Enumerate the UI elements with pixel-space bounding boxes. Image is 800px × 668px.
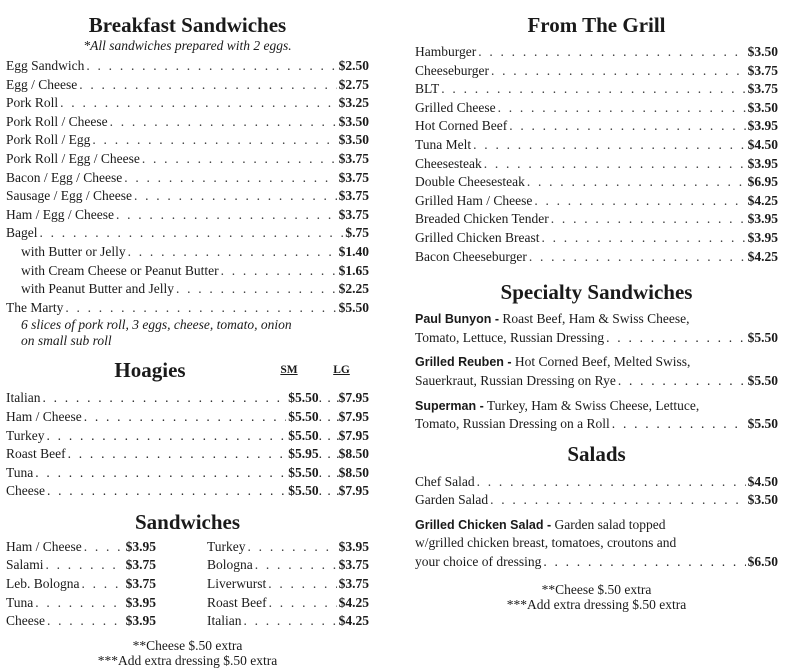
cheese-extra-note: **Cheese $.50 extra [132, 637, 243, 653]
dot-leader [84, 408, 287, 427]
dot-leader [509, 117, 745, 136]
item-name: Cheese [6, 613, 45, 629]
dot-leader [40, 224, 344, 243]
menu-item-row [6, 206, 369, 225]
menu-item-row [6, 262, 369, 281]
salads-list [415, 473, 778, 510]
specialty-desc-2: Tomato, Lettuce, Russian Dressing [415, 329, 605, 345]
item-name: Pork Roll / Cheese [6, 113, 108, 129]
item-price: $3.95 [747, 211, 778, 227]
item-price: $3.95 [747, 118, 778, 134]
item-price: $2.50 [338, 58, 369, 73]
dot-leader [86, 57, 336, 76]
dot-leader [491, 62, 746, 81]
item-name: with Peanut Butter and Jelly [21, 281, 174, 297]
dot-leader [243, 612, 336, 631]
menu-item-row [415, 80, 778, 99]
dot-leader [84, 538, 124, 557]
hoagie-sm-price: $5.95 [288, 446, 319, 462]
item-price: $4.25 [338, 613, 369, 629]
dot-leader [116, 206, 337, 225]
item-name: Bagel [6, 225, 38, 241]
item-price: $3.75 [338, 557, 369, 573]
hoagie-sm-price: $5.50 [288, 427, 319, 443]
dot-leader [46, 556, 124, 575]
item-name: Salami [6, 557, 44, 573]
item-name: Grilled Ham / Cheese [415, 192, 533, 208]
hoagie-sm-price: $5.50 [288, 390, 319, 406]
menu-item-row [415, 491, 778, 510]
hoagie-row [6, 389, 369, 408]
hoagie-lg-price: $7.95 [338, 408, 369, 424]
item-name: Grilled Chicken Breast [415, 229, 540, 245]
item-price: $3.75 [338, 188, 369, 204]
grill-list [415, 43, 778, 266]
dot-leader [92, 131, 336, 150]
dot-leader [529, 248, 746, 267]
item-price: $4.50 [747, 473, 778, 489]
item-price: $6.95 [747, 174, 778, 190]
hoagie-row [6, 445, 369, 464]
menu-item-row [6, 243, 369, 262]
dot-leader [255, 556, 337, 575]
hoagie-lg-price: $8.50 [338, 446, 369, 462]
item-name: Tuna [6, 594, 34, 610]
hoagies-title: Hoagies [114, 358, 186, 383]
item-name: Ham / Egg / Cheese [6, 206, 114, 222]
grilled-chicken-salad [415, 516, 778, 572]
item-name: with Butter or Jelly [21, 243, 126, 259]
dot-leader [319, 482, 339, 501]
specialty-name: Grilled Reuben - [415, 355, 512, 370]
menu-item-row [415, 473, 778, 492]
specialty-name: Paul Bunyon - [415, 312, 500, 327]
hoagie-sm-price: $5.50 [288, 483, 319, 499]
dot-leader [477, 473, 746, 492]
specialty-item [415, 310, 778, 347]
dot-leader [142, 150, 337, 169]
menu-item-row [6, 538, 156, 557]
dot-leader [47, 427, 287, 446]
item-price: $.75 [345, 225, 369, 241]
menu-item-row [6, 575, 156, 594]
item-price: $3.50 [747, 44, 778, 59]
dot-leader [47, 482, 286, 501]
grilled-chicken-salad-desc-2: w/grilled chicken breast, tomatoes, croutons and [415, 535, 677, 551]
menu-item-row [207, 612, 369, 631]
right-column [415, 0, 778, 612]
hoagies-header [6, 353, 369, 383]
dot-leader [551, 210, 746, 229]
specialty-desc-2: Sauerkraut, Russian Dressing on Rye [415, 372, 616, 388]
hoagie-row [6, 408, 369, 427]
salads-title: Salads [567, 441, 626, 466]
dot-leader [490, 491, 746, 510]
specialty-price: $5.50 [747, 416, 778, 432]
grill-title: From The Grill [527, 13, 666, 37]
dot-leader [248, 538, 337, 557]
menu-item-row [415, 229, 778, 248]
dot-leader [35, 594, 123, 613]
dot-leader [478, 43, 745, 62]
menu-item-row [6, 594, 156, 613]
specialty-item [415, 397, 778, 434]
menu-item-row [6, 299, 369, 318]
hoagies-sm-label: SM [280, 364, 298, 377]
item-name: Ham / Cheese [6, 538, 82, 554]
hoagies-lg-label: LG [333, 364, 350, 377]
item-name: Grilled Cheese [415, 99, 496, 115]
hoagie-lg-price: $7.95 [338, 390, 369, 406]
salad-dressing-extra-note: ***Add extra dressing $.50 extra [506, 596, 687, 612]
dot-leader [110, 113, 337, 132]
item-name: Garden Salad [415, 492, 489, 508]
menu-item-row [6, 150, 369, 169]
item-name: Hamburger [415, 44, 477, 59]
specialty-name: Superman - [415, 398, 484, 413]
hoagie-sm-price: $5.50 [288, 464, 319, 480]
menu-item-row [207, 594, 369, 613]
specialty-desc-1: Hot Corned Beef, Melted Swiss, [511, 354, 691, 370]
hoagie-lg-price: $7.95 [338, 427, 369, 443]
specialty-item [415, 353, 778, 390]
item-price: $3.75 [338, 206, 369, 222]
dot-leader [606, 329, 745, 348]
dot-leader [60, 94, 336, 113]
dot-leader [134, 187, 337, 206]
grilled-chicken-salad-price: $6.50 [747, 554, 778, 570]
marty-description: 6 slices of pork roll, 3 eggs, cheese, tomato, onion [21, 317, 292, 333]
item-price: $3.50 [338, 132, 369, 148]
item-name: Tuna Melt [415, 136, 472, 152]
dot-leader [221, 262, 337, 281]
menu-item-row [207, 575, 369, 594]
menu-item-row [6, 131, 369, 150]
item-name: Leb. Bologna [6, 576, 80, 592]
dressing-extra-note: ***Add extra dressing $.50 extra [97, 652, 278, 668]
menu-item-row [6, 76, 369, 95]
grilled-chicken-salad-name: Grilled Chicken Salad - [415, 517, 552, 532]
grilled-chicken-salad-desc-3: your choice of dressing [415, 554, 542, 570]
dot-leader [68, 445, 287, 464]
item-price: $3.75 [747, 62, 778, 78]
menu-item-row [415, 43, 778, 62]
menu-item-row [6, 113, 369, 132]
dot-leader [319, 427, 339, 446]
menu-item-row [6, 94, 369, 113]
item-price: $3.95 [125, 538, 156, 554]
item-name: Bacon Cheeseburger [415, 248, 527, 264]
marty-description-2: on small sub roll [21, 333, 112, 349]
item-price: $3.50 [747, 492, 778, 508]
menu-item-row [415, 192, 778, 211]
hoagie-name: Roast Beef [6, 446, 66, 462]
item-price: $3.75 [338, 169, 369, 185]
item-price: $3.95 [338, 538, 369, 554]
item-price: $3.75 [747, 81, 778, 97]
menu-item-row [6, 169, 369, 188]
item-price: $3.25 [338, 95, 369, 111]
hoagie-name: Italian [6, 390, 41, 406]
salad-cheese-extra-note: **Cheese $.50 extra [541, 581, 652, 597]
menu-item-row [207, 556, 369, 575]
hoagie-name: Tuna [6, 464, 34, 480]
item-name: Egg Sandwich [6, 58, 85, 73]
item-name: Roast Beef [207, 594, 267, 610]
breakfast-title: Breakfast Sandwiches [88, 13, 287, 37]
specialty-title: Specialty Sandwiches [500, 280, 693, 305]
item-price: $4.25 [338, 594, 369, 610]
menu-item-row [6, 224, 369, 243]
menu-item-row [415, 99, 778, 118]
item-price: $3.50 [338, 113, 369, 129]
specialty-price: $5.50 [747, 372, 778, 388]
dot-leader [65, 299, 336, 318]
item-price: $3.75 [125, 576, 156, 592]
menu-item-row [6, 612, 156, 631]
dot-leader [319, 464, 339, 483]
menu-item-row [6, 187, 369, 206]
item-name: The Marty [6, 299, 64, 315]
item-price: $3.95 [747, 229, 778, 245]
item-price: $3.95 [125, 594, 156, 610]
dot-leader [618, 372, 746, 391]
right-extras [415, 582, 778, 612]
dot-leader [527, 173, 746, 192]
menu-item-row [415, 248, 778, 267]
specialty-list [415, 310, 778, 434]
menu-item-row [415, 62, 778, 81]
dot-leader [534, 192, 745, 211]
item-name: Breaded Chicken Tender [415, 211, 549, 227]
dot-leader [319, 408, 339, 427]
item-price: $3.75 [125, 557, 156, 573]
hoagie-sm-price: $5.50 [288, 408, 319, 424]
menu-item-row [415, 210, 778, 229]
left-column [6, 0, 369, 668]
breakfast-note: *All sandwiches prepared with 2 eggs. [83, 38, 292, 53]
item-price: $3.95 [747, 155, 778, 171]
item-price: $3.50 [747, 99, 778, 115]
dot-leader [124, 169, 336, 188]
dot-leader [47, 612, 124, 631]
item-price: $5.50 [338, 299, 369, 315]
menu-item-row [415, 155, 778, 174]
item-name: Egg / Cheese [6, 76, 78, 92]
item-price: $3.75 [338, 576, 369, 592]
dot-leader [79, 76, 336, 95]
breakfast-list [6, 57, 369, 317]
dot-leader [498, 99, 746, 118]
menu-item-row [415, 136, 778, 155]
item-price: $3.95 [125, 613, 156, 629]
dot-leader [268, 575, 336, 594]
item-name: Cheesesteak [415, 155, 482, 171]
item-name: Cheeseburger [415, 62, 489, 78]
item-name: Bologna [207, 557, 253, 573]
item-name: Pork Roll [6, 95, 59, 111]
item-price: $4.25 [747, 192, 778, 208]
item-price: $1.65 [338, 262, 369, 278]
dot-leader [473, 136, 745, 155]
dot-leader [269, 594, 337, 613]
hoagie-row [6, 427, 369, 446]
hoagie-lg-price: $7.95 [338, 483, 369, 499]
menu-item-row [6, 556, 156, 575]
menu-item-row [415, 173, 778, 192]
item-price: $2.75 [338, 76, 369, 92]
menu-item-row [6, 57, 369, 76]
dot-leader [484, 155, 746, 174]
item-name: Sausage / Egg / Cheese [6, 188, 132, 204]
item-price: $2.25 [338, 281, 369, 297]
specialty-desc-1: Roast Beef, Ham & Swiss Cheese, [499, 311, 690, 327]
dot-leader [319, 389, 339, 408]
item-name: Turkey [207, 538, 246, 554]
specialty-desc-1: Turkey, Ham & Swiss Cheese, Lettuce, [483, 397, 700, 413]
item-price: $4.50 [747, 136, 778, 152]
hoagie-row [6, 482, 369, 501]
hoagie-name: Cheese [6, 483, 45, 499]
dot-leader [82, 575, 124, 594]
item-name: Hot Corned Beef [415, 118, 508, 134]
item-name: BLT [415, 81, 440, 97]
dot-leader [612, 415, 746, 434]
dot-leader [176, 280, 337, 299]
item-price: $1.40 [338, 243, 369, 259]
item-price: $4.25 [747, 248, 778, 264]
item-name: Chef Salad [415, 473, 475, 489]
item-name: Pork Roll / Egg / Cheese [6, 150, 140, 166]
dot-leader [541, 229, 745, 248]
hoagie-name: Ham / Cheese [6, 408, 82, 424]
dot-leader [42, 389, 286, 408]
hoagie-row [6, 464, 369, 483]
menu-item-row [6, 280, 369, 299]
dot-leader [35, 464, 286, 483]
sandwiches-title: Sandwiches [134, 509, 241, 534]
item-name: Pork Roll / Egg [6, 132, 91, 148]
dot-leader [441, 80, 745, 99]
item-name: with Cream Cheese or Peanut Butter [21, 262, 219, 278]
menu-item-row [415, 117, 778, 136]
grilled-chicken-salad-desc-1: Garden salad topped [551, 516, 666, 532]
item-name: Italian [207, 613, 242, 629]
hoagies-list [6, 389, 369, 501]
item-name: Double Cheesesteak [415, 174, 525, 190]
item-name: Liverwurst [207, 576, 267, 592]
specialty-price: $5.50 [747, 329, 778, 345]
hoagie-name: Turkey [6, 427, 45, 443]
item-price: $3.75 [338, 150, 369, 166]
specialty-desc-2: Tomato, Russian Dressing on a Roll [415, 416, 610, 432]
menu-item-row [207, 538, 369, 557]
dot-leader [319, 445, 339, 464]
item-name: Bacon / Egg / Cheese [6, 169, 123, 185]
left-extras [6, 638, 369, 668]
hoagie-lg-price: $8.50 [338, 464, 369, 480]
dot-leader [128, 243, 337, 262]
